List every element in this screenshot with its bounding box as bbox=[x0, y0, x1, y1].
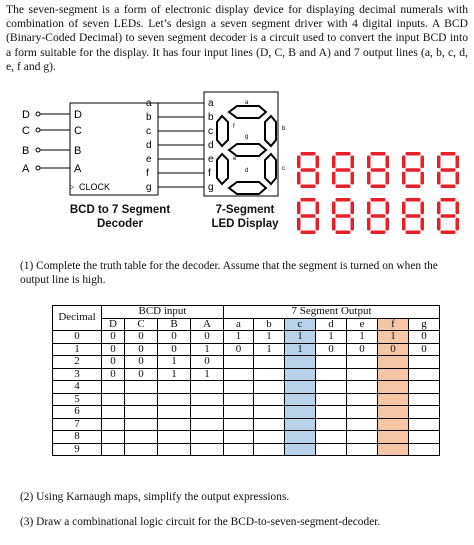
cell-bcd[interactable]: 0 bbox=[102, 331, 125, 344]
cell-seg-c[interactable] bbox=[285, 393, 316, 406]
cell-seg-b[interactable] bbox=[254, 368, 285, 381]
pin-D-outside: D bbox=[22, 109, 30, 121]
table-row bbox=[53, 331, 440, 344]
led-segment-d bbox=[406, 185, 421, 189]
led-segment-c bbox=[386, 218, 390, 231]
cell-seg-f[interactable] bbox=[378, 393, 409, 406]
cell-bcd[interactable] bbox=[125, 431, 158, 444]
cell-bcd[interactable] bbox=[125, 381, 158, 394]
led-segment-g bbox=[336, 168, 351, 172]
cell-seg-g[interactable] bbox=[409, 406, 440, 419]
led-segment-c bbox=[421, 218, 425, 231]
disp-in-e: e bbox=[208, 154, 214, 165]
cell-seg-c[interactable] bbox=[285, 368, 316, 381]
cell-seg-f[interactable] bbox=[378, 418, 409, 431]
cell-seg-b[interactable] bbox=[254, 418, 285, 431]
seg-label-c: c bbox=[282, 166, 285, 172]
cell-seg-b[interactable] bbox=[254, 381, 285, 394]
cell-seg-d[interactable] bbox=[316, 443, 347, 456]
cell-seg-a[interactable] bbox=[224, 418, 254, 431]
led-segment-f bbox=[297, 156, 301, 169]
led-segment-f bbox=[437, 156, 441, 169]
cell-seg-a[interactable] bbox=[224, 431, 254, 444]
dec-out-e: e bbox=[146, 154, 152, 165]
cell-seg-c[interactable] bbox=[285, 418, 316, 431]
led-segment-b bbox=[456, 156, 460, 169]
pin-B-outside: B bbox=[22, 145, 30, 157]
cell-bcd[interactable]: 1 bbox=[191, 368, 224, 381]
led-segment-f bbox=[367, 156, 371, 169]
led-segment-b bbox=[421, 202, 425, 215]
dec-out-b: b bbox=[146, 112, 152, 123]
header-bcd-A: A bbox=[191, 318, 224, 331]
cell-decimal: 7 bbox=[53, 418, 102, 431]
cell-bcd[interactable] bbox=[125, 393, 158, 406]
cell-seg-f[interactable] bbox=[378, 381, 409, 394]
cell-bcd[interactable] bbox=[102, 443, 125, 456]
led-segment-b bbox=[421, 156, 425, 169]
header-seg-a: a bbox=[224, 318, 254, 331]
led-segment-d bbox=[406, 231, 421, 235]
led-segment-a bbox=[441, 198, 456, 202]
seg-label-g: g bbox=[245, 134, 249, 140]
cell-decimal: 3 bbox=[53, 368, 102, 381]
led-segment-a bbox=[301, 152, 316, 156]
cell-seg-c[interactable] bbox=[285, 356, 316, 369]
cell-bcd[interactable] bbox=[158, 418, 191, 431]
decoder-input-lines bbox=[36, 112, 70, 170]
pin-C-outside: C bbox=[22, 125, 30, 137]
header-seg-f: f bbox=[378, 318, 409, 331]
cell-bcd[interactable]: 1 bbox=[191, 343, 224, 356]
pin-C-inside: C bbox=[74, 125, 82, 137]
led-segment-f bbox=[367, 202, 371, 215]
cell-seg-e[interactable] bbox=[347, 431, 378, 444]
cell-seg-c[interactable] bbox=[285, 431, 316, 444]
cell-seg-f[interactable]: 1 bbox=[378, 331, 409, 344]
led-segment-d bbox=[371, 231, 386, 235]
pin-A-outside: A bbox=[22, 163, 30, 175]
disp-in-b: b bbox=[208, 112, 214, 123]
led-segment-d bbox=[336, 185, 351, 189]
cell-seg-c[interactable] bbox=[285, 406, 316, 419]
led-digit-row bbox=[297, 152, 459, 234]
cell-seg-a[interactable]: 1 bbox=[224, 331, 254, 344]
led-segment-f bbox=[437, 202, 441, 215]
led-segment-e bbox=[367, 172, 371, 185]
cell-seg-a[interactable] bbox=[224, 443, 254, 456]
dec-out-f: f bbox=[146, 168, 149, 179]
pin-D-inside: D bbox=[74, 109, 82, 121]
led-segment-c bbox=[316, 172, 320, 185]
question-2: (2) Using Karnaugh maps, simplify the output expressions. bbox=[20, 491, 290, 503]
led-segment-e bbox=[297, 218, 301, 231]
led-segment-f bbox=[332, 156, 336, 169]
cell-bcd[interactable]: 0 bbox=[125, 331, 158, 344]
cell-seg-c[interactable]: 1 bbox=[285, 343, 316, 356]
cell-bcd[interactable] bbox=[125, 443, 158, 456]
led-segment-f bbox=[332, 202, 336, 215]
led-segment-f bbox=[297, 202, 301, 215]
cell-seg-d[interactable] bbox=[316, 431, 347, 444]
question-3: (3) Draw a combinational logic circuit for the BCD-to-seven-segment-decoder. bbox=[20, 516, 381, 528]
cell-bcd[interactable]: 0 bbox=[158, 331, 191, 344]
cell-seg-g[interactable] bbox=[409, 368, 440, 381]
led-segment-c bbox=[351, 172, 355, 185]
cell-decimal: 4 bbox=[53, 381, 102, 394]
cell-seg-d[interactable] bbox=[316, 393, 347, 406]
cell-decimal: 0 bbox=[53, 331, 102, 344]
cell-seg-c[interactable]: 1 bbox=[285, 331, 316, 344]
header-decimal: Decimal bbox=[53, 306, 102, 331]
intro-paragraph: The seven-segment is a form of electronic display device for displaying decimal numerals with combination of seven LEDs. Let’s design a seven segment driver with 4 digital inputs. A BCD (Binary-Coded Decimal) to seven segment decoder is a circuit used to convert the input BCD into a form suitable for the display. It has four input lines (D, C, B and A) and 7 output lines (a, b, c, d, e, f and g). bbox=[6, 3, 468, 73]
led-segment-b bbox=[351, 202, 355, 215]
led-segment-g bbox=[336, 214, 351, 218]
cell-bcd[interactable] bbox=[191, 443, 224, 456]
cell-bcd[interactable]: 1 bbox=[158, 368, 191, 381]
cell-seg-b[interactable] bbox=[254, 393, 285, 406]
cell-seg-e[interactable] bbox=[347, 381, 378, 394]
led-segment-g bbox=[301, 168, 316, 172]
cell-bcd[interactable]: 0 bbox=[158, 343, 191, 356]
cell-seg-b[interactable]: 1 bbox=[254, 343, 285, 356]
cell-seg-f[interactable] bbox=[378, 406, 409, 419]
cell-seg-g[interactable] bbox=[409, 356, 440, 369]
led-segment-a bbox=[301, 198, 316, 202]
header-seg-e: e bbox=[347, 318, 378, 331]
led-segment-d bbox=[441, 185, 456, 189]
cell-seg-d[interactable] bbox=[316, 368, 347, 381]
cell-seg-a[interactable] bbox=[224, 368, 254, 381]
header-seg-d: d bbox=[316, 318, 347, 331]
cell-seg-a[interactable]: 0 bbox=[224, 343, 254, 356]
led-segment-b bbox=[386, 202, 390, 215]
led-segment-c bbox=[456, 172, 460, 185]
led-segment-a bbox=[406, 152, 421, 156]
caption-display: 7-Segment LED Display bbox=[211, 204, 279, 230]
cell-bcd[interactable] bbox=[158, 393, 191, 406]
pin-B-inside: B bbox=[74, 145, 82, 157]
cell-seg-d[interactable]: 1 bbox=[316, 331, 347, 344]
disp-in-g: g bbox=[208, 182, 214, 193]
led-segment-c bbox=[316, 218, 320, 231]
led-segment-g bbox=[441, 214, 456, 218]
table-row bbox=[53, 431, 440, 444]
cell-decimal: 9 bbox=[53, 443, 102, 456]
led-segment-e bbox=[332, 218, 336, 231]
disp-in-a: a bbox=[208, 98, 214, 109]
table-row bbox=[53, 418, 440, 431]
led-segment-g bbox=[371, 168, 386, 172]
dec-out-g: g bbox=[146, 182, 152, 193]
cell-bcd[interactable] bbox=[102, 393, 125, 406]
led-segment-a bbox=[406, 198, 421, 202]
cell-seg-f[interactable] bbox=[378, 356, 409, 369]
cell-seg-e[interactable]: 1 bbox=[347, 331, 378, 344]
cell-seg-d[interactable]: 0 bbox=[316, 343, 347, 356]
cell-bcd[interactable]: 0 bbox=[125, 356, 158, 369]
cell-bcd[interactable] bbox=[158, 443, 191, 456]
cell-seg-b[interactable] bbox=[254, 356, 285, 369]
cell-seg-d[interactable] bbox=[316, 406, 347, 419]
table-row bbox=[53, 406, 440, 419]
cell-seg-b[interactable] bbox=[254, 406, 285, 419]
seg-label-f: f bbox=[233, 124, 235, 130]
seg-label-a: a bbox=[245, 100, 249, 106]
table-row bbox=[53, 393, 440, 406]
led-segment-b bbox=[386, 156, 390, 169]
cell-decimal: 2 bbox=[53, 356, 102, 369]
cell-seg-a[interactable] bbox=[224, 393, 254, 406]
led-segment-g bbox=[371, 214, 386, 218]
question-1: (1) Complete the truth table for the decoder. Assume that the segment is turned on when the output line is high. bbox=[20, 260, 438, 286]
cell-seg-e[interactable] bbox=[347, 393, 378, 406]
led-segment-c bbox=[421, 172, 425, 185]
led-segment-b bbox=[456, 202, 460, 215]
cell-seg-c[interactable] bbox=[285, 443, 316, 456]
cell-seg-d[interactable] bbox=[316, 418, 347, 431]
disp-in-f: f bbox=[208, 168, 211, 179]
cell-bcd[interactable] bbox=[158, 381, 191, 394]
dec-out-c: c bbox=[146, 126, 151, 137]
seg-label-e: e bbox=[233, 156, 237, 162]
pin-A-inside: A bbox=[74, 163, 82, 175]
cell-seg-a[interactable] bbox=[224, 356, 254, 369]
disp-in-c: c bbox=[208, 126, 213, 137]
cell-seg-f[interactable] bbox=[378, 431, 409, 444]
cell-seg-f[interactable] bbox=[378, 368, 409, 381]
cell-bcd[interactable]: 0 bbox=[191, 356, 224, 369]
cell-decimal: 8 bbox=[53, 431, 102, 444]
cell-seg-g[interactable] bbox=[409, 431, 440, 444]
led-segment-e bbox=[332, 172, 336, 185]
cell-bcd[interactable]: 1 bbox=[158, 356, 191, 369]
cell-decimal: 5 bbox=[53, 393, 102, 406]
led-segment-d bbox=[301, 185, 316, 189]
led-segment-a bbox=[336, 198, 351, 202]
header-seg-b: b bbox=[254, 318, 285, 331]
cell-bcd[interactable] bbox=[191, 406, 224, 419]
cell-bcd[interactable]: 0 bbox=[125, 368, 158, 381]
led-segment-d bbox=[441, 231, 456, 235]
cell-bcd[interactable]: 0 bbox=[191, 331, 224, 344]
cell-bcd[interactable] bbox=[191, 431, 224, 444]
output-wires bbox=[158, 103, 204, 187]
led-segment-b bbox=[316, 156, 320, 169]
cell-bcd[interactable]: 0 bbox=[102, 368, 125, 381]
led-segment-c bbox=[386, 172, 390, 185]
header-bcd: BCD input bbox=[102, 306, 224, 319]
dec-out-a: a bbox=[146, 98, 152, 109]
led-segment-d bbox=[301, 231, 316, 235]
led-segment-e bbox=[402, 172, 406, 185]
truth-table bbox=[52, 305, 440, 456]
header-seg-g: g bbox=[409, 318, 440, 331]
cell-bcd[interactable] bbox=[102, 406, 125, 419]
cell-seg-f[interactable] bbox=[378, 443, 409, 456]
cell-seg-a[interactable] bbox=[224, 406, 254, 419]
cell-seg-e[interactable] bbox=[347, 443, 378, 456]
table-row bbox=[53, 381, 440, 394]
cell-seg-e[interactable] bbox=[347, 418, 378, 431]
cell-seg-g[interactable] bbox=[409, 381, 440, 394]
table-row bbox=[53, 368, 440, 381]
cell-seg-c[interactable] bbox=[285, 381, 316, 394]
led-segment-d bbox=[336, 231, 351, 235]
cell-bcd[interactable] bbox=[158, 431, 191, 444]
cell-seg-e[interactable]: 0 bbox=[347, 343, 378, 356]
cell-seg-b[interactable]: 1 bbox=[254, 331, 285, 344]
cell-seg-f[interactable]: 0 bbox=[378, 343, 409, 356]
disp-in-d: d bbox=[208, 140, 214, 151]
led-segment-e bbox=[297, 172, 301, 185]
led-segment-a bbox=[441, 152, 456, 156]
cell-seg-g[interactable] bbox=[409, 443, 440, 456]
cell-decimal: 6 bbox=[53, 406, 102, 419]
cell-bcd[interactable] bbox=[191, 393, 224, 406]
led-segment-d bbox=[371, 185, 386, 189]
cell-bcd[interactable] bbox=[125, 406, 158, 419]
led-segment-a bbox=[371, 152, 386, 156]
led-segment-b bbox=[316, 202, 320, 215]
cell-seg-e[interactable] bbox=[347, 406, 378, 419]
led-segment-e bbox=[367, 218, 371, 231]
led-segment-e bbox=[402, 218, 406, 231]
table-row bbox=[53, 343, 440, 356]
seg-label-b: b bbox=[282, 126, 286, 132]
led-segment-f bbox=[402, 202, 406, 215]
cell-bcd[interactable] bbox=[191, 418, 224, 431]
cell-bcd[interactable]: 0 bbox=[102, 356, 125, 369]
led-segment-g bbox=[406, 214, 421, 218]
cell-bcd[interactable]: 0 bbox=[125, 343, 158, 356]
header-bcd-C: C bbox=[125, 318, 158, 331]
cell-bcd[interactable] bbox=[125, 418, 158, 431]
cell-seg-g[interactable] bbox=[409, 393, 440, 406]
cell-seg-e[interactable] bbox=[347, 356, 378, 369]
table-row bbox=[53, 356, 440, 369]
clock-symbol: > bbox=[70, 183, 75, 192]
cell-seg-d[interactable] bbox=[316, 381, 347, 394]
clock-label: CLOCK bbox=[79, 182, 111, 192]
led-segment-g bbox=[406, 168, 421, 172]
seg-label-d: d bbox=[245, 168, 249, 174]
cell-seg-g[interactable]: 0 bbox=[409, 331, 440, 344]
header-seg-c: c bbox=[285, 318, 316, 331]
led-segment-e bbox=[437, 218, 441, 231]
header-output: 7 Segment Output bbox=[224, 306, 440, 319]
cell-bcd[interactable] bbox=[102, 431, 125, 444]
cell-seg-b[interactable] bbox=[254, 431, 285, 444]
header-bcd-B: B bbox=[158, 318, 191, 331]
cell-seg-g[interactable]: 0 bbox=[409, 343, 440, 356]
cell-seg-b[interactable] bbox=[254, 443, 285, 456]
cell-bcd[interactable]: 0 bbox=[102, 343, 125, 356]
led-segment-b bbox=[351, 156, 355, 169]
cell-bcd[interactable] bbox=[102, 418, 125, 431]
led-segment-f bbox=[402, 156, 406, 169]
caption-decoder: BCD to 7 Segment Decoder bbox=[69, 204, 171, 230]
led-segment-c bbox=[351, 218, 355, 231]
cell-bcd[interactable] bbox=[158, 406, 191, 419]
cell-seg-e[interactable] bbox=[347, 368, 378, 381]
led-segment-e bbox=[437, 172, 441, 185]
cell-seg-g[interactable] bbox=[409, 418, 440, 431]
cell-bcd[interactable] bbox=[102, 381, 125, 394]
cell-decimal: 1 bbox=[53, 343, 102, 356]
cell-bcd[interactable] bbox=[191, 381, 224, 394]
cell-seg-a[interactable] bbox=[224, 381, 254, 394]
led-segment-g bbox=[441, 168, 456, 172]
cell-seg-d[interactable] bbox=[316, 356, 347, 369]
led-segment-a bbox=[336, 152, 351, 156]
table-row bbox=[53, 443, 440, 456]
led-segment-a bbox=[371, 198, 386, 202]
led-segment-c bbox=[456, 218, 460, 231]
dec-out-d: d bbox=[146, 140, 152, 151]
seven-segment-digit bbox=[217, 106, 276, 194]
led-segment-g bbox=[301, 214, 316, 218]
header-bcd-D: D bbox=[102, 318, 125, 331]
